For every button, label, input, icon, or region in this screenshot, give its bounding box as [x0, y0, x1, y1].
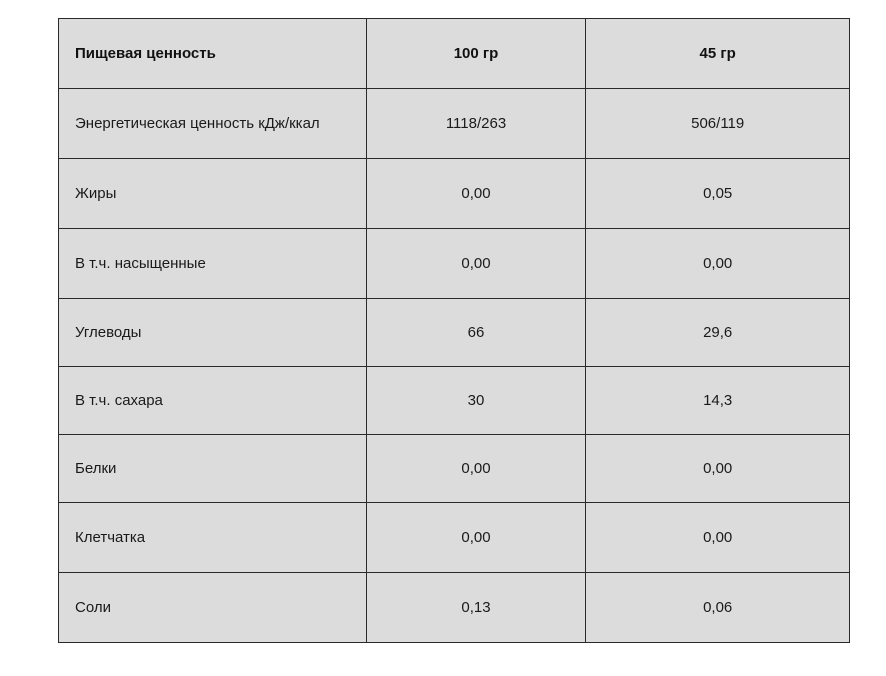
value-per-100g: 30	[366, 367, 586, 435]
row-label: Белки	[59, 435, 367, 503]
value-per-100g: 0,13	[366, 573, 586, 643]
table-row	[59, 299, 850, 367]
value-per-100g: 0,00	[366, 435, 586, 503]
value-per-45g: 0,00	[586, 435, 850, 503]
header-per-100g: 100 гр	[366, 19, 586, 89]
value-per-45g: 0,06	[586, 573, 850, 643]
header-nutrition-value: Пищевая ценность	[59, 19, 367, 89]
table-header-row	[59, 19, 850, 89]
value-per-100g: 1118/263	[366, 89, 586, 159]
value-per-100g: 0,00	[366, 229, 586, 299]
value-per-45g: 14,3	[586, 367, 850, 435]
value-per-45g: 29,6	[586, 299, 850, 367]
value-per-45g: 0,00	[586, 229, 850, 299]
row-label: В т.ч. насыщенные	[59, 229, 367, 299]
value-per-45g: 0,00	[586, 503, 850, 573]
table-row	[59, 503, 850, 573]
row-label: Углеводы	[59, 299, 367, 367]
row-label: Соли	[59, 573, 367, 643]
table-row	[59, 159, 850, 229]
table-row	[59, 435, 850, 503]
table-row	[59, 573, 850, 643]
value-per-100g: 66	[366, 299, 586, 367]
table-row	[59, 89, 850, 159]
row-label: В т.ч. сахара	[59, 367, 367, 435]
value-per-45g: 506/119	[586, 89, 850, 159]
row-label: Клетчатка	[59, 503, 367, 573]
value-per-100g: 0,00	[366, 159, 586, 229]
header-per-45g: 45 гр	[586, 19, 850, 89]
row-label: Энергетическая ценность кДж/ккал	[59, 89, 367, 159]
table-row	[59, 367, 850, 435]
table-row	[59, 229, 850, 299]
value-per-45g: 0,05	[586, 159, 850, 229]
row-label: Жиры	[59, 159, 367, 229]
value-per-100g: 0,00	[366, 503, 586, 573]
nutrition-table	[58, 18, 850, 643]
